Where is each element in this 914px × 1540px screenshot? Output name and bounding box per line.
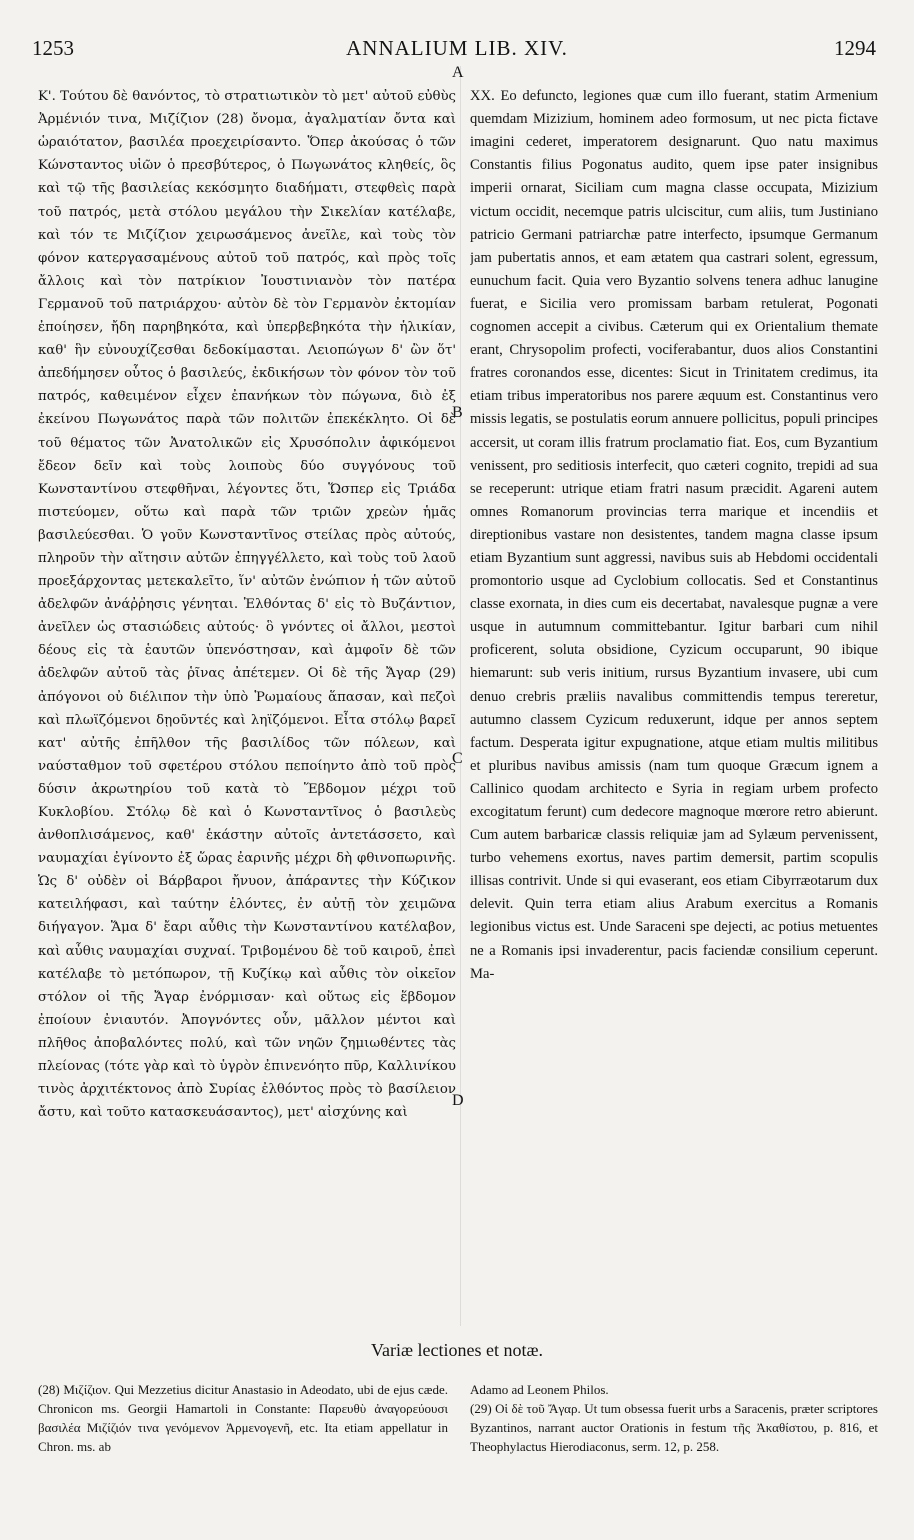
page-number-right: 1294 [834,36,876,60]
note-left: (28) Μιζίζιον. Qui Mezzetius dicitur Anastasio in Adeodato, ubi de ejus cæde. Chronicon ms. Georgii Hamartoli in Constante: Παρευθὺ ἀναγορεύουσι βασιλέα Μιζίζιόν τινα γενόμενον Ἀρμενογενῆ, etc. Ita etiam appellatur in Chron. ms. ab [38,1382,448,1454]
greek-column [38,62,456,1317]
margin-letter-c: C [452,750,463,767]
margin-letter-a: A [452,64,464,81]
margin-letter-d: D [452,1092,464,1109]
notes-heading: Variæ lectiones et notæ. [371,1340,543,1360]
margin-letter-b: B [452,404,463,421]
running-title: ANNALIUM LIB. XIV. [346,36,568,60]
note-right: Adamo ad Leonem Philos. (29) Οἱ δὲ τοῦ Ἄγαρ. Ut tum obsessa fuerit urbs a Saracenis, præter scriptores Byzantinos, narrant auctor Orationis in festum τῆς Ἀκαθίστου, p. 816, et Theophylactus Hierodiaconus, serm. 12, p. 258. [470,1382,878,1454]
greek-text: Κ'. Τούτου δὲ θανόντος, τὸ στρατιωτικὸν τὸ μετ' αὐτοῦ εὐθὺς Ἀρμένιόν τινα, Μιζίζιον (28) ὄνομα, ἀγαλματίαν ὄντα καὶ ὡραιότατον, βασιλέα προεχειρίσαντο. Ὅπερ ἀκούσας ὁ τῶν Κώνσταντος υἱῶν ὁ πρεσβύτερος, ὁ Πωγωνάτος κληθείς, ὃς καὶ τῷ τῆς βασιλείας κεκόσμητο διαδήματι, στεφθεὶς παρὰ τοῦ πατρός, μετὰ στόλου μεγάλου τὴν Σικελίαν κατέλαβε, καὶ τόν τε Μιζίζιον χειρωσάμενος ἀνεῖλε, καὶ τοὺς τὸν φόνον κατεργασαμένους αὐτοῦ τοῦ πατρός, καὶ πρὸς τοῖς ἄλλοις καὶ τὸν πατρίκιον Ἰουστινιανὸν τὸν πατέρα Γερμανοῦ τοῦ πατριάρχου· αὐτὸν δὲ τὸν Γερμανὸν ἐκτομίαν ἐποίησεν, ἤδη παρηβηκότα, καὶ ὑπερβεβηκότα τὴν ἡλικίαν, καθ' ἣν εὐνουχίζεσθαι δεδοκίμασται. Λειοπώγων δ' ὢν ὅτ' ἀπεδήμησεν οὗτος ὁ βασιλεύς, ἐκδικήσων τὸν φόνον τὸν τοῦ πατρός, καθειμένον εἶχεν ἐπανήκων τὸν πώγωνα, διὸ ἐξ ἐκείνου Πωγωνάτος παρὰ τῶν πολιτῶν ἐπεκέκλητο. Οἱ δὲ τοῦ θέματος τῶν Ἀνατολικῶν εἰς Χρυσόπολιν ἀφικόμενοι ἔδεον δεῖν καὶ τοὺς λοιποὺς δύο συγγόνους τοῦ Κωνσταντίνου στεφθῆναι, λέγοντες ὅτι, Ὥσπερ εἰς Τριάδα πιστεύομεν, οὕτω καὶ παρὰ τῶν τριῶν χρεὼν ἡμᾶς βασιλεύεσθαι. Ὁ γοῦν Κωνσταντῖνος στείλας πρὸς αὐτούς, πληροῦν τὴν αἴτησιν αὐτῶν ἐπηγγέλλετο, καὶ τοὺς τοῦ λαοῦ προεξάρχοντας μετεκαλεῖτο, ἵν' αὐτῶν ἐνώπιον ἡ τῶν αὐτοῦ ἀδελφῶν ἀνάῤῥησις γένηται. Ἐλθόντας δ' εἰς τὸ Βυζάντιον, ἀνεῖλεν ὡς στασιώδεις αὐτούς· ὃ γνόντες οἱ ἄλλοι, μεστοὶ δέους εἰς τὰ ἑαυτῶν ὑπενόστησαν, καὶ ἀμφοῖν δὲ τῶν ἀδελφῶν αὐτοῦ τὰς ῥῖνας ἀπέτεμεν. Οἱ δὲ τῆς Ἄγαρ (29) ἀπόγονοι οὐ διέλιπον τὴν ὑπὸ Ῥωμαίους ἅπασαν, καὶ πεζοὶ καὶ πλωϊζόμενοι δῃοῦντές καὶ ληϊζόμενοι. Εἶτα στόλῳ βαρεῖ κατ' αὐτῆς ἐπῆλθον τῆς βασιλίδος τῶν πόλεων, καὶ ναύσταθμον τοῦ σφετέρου στόλου πεποίηντο ἀπὸ τοῦ πρὸς δύσιν ἀκρωτηρίου τοῦ κατὰ τὸ Ἕβδομον μέχρι τοῦ Κυκλοβίου. Στόλῳ δὲ καὶ ὁ Κωνσταντῖνος ὁ βασιλεὺς ἀνθοπλισάμενος, καθ' ἑκάστην αὐτοῖς ἀντετάσσετο, καὶ ναυμαχίαι ἐγίνοντο ἐξ ὥρας ἐαρινῆς μέχρι δὴ φθινοπωρινῆς. Ὡς δ' οὐδὲν οἱ Βάρβαροι ἤνυον, ἀπάραντες τὴν Κύζικον κατειλήφασι, καὶ ταύτην ἑλόντες, ἐν αὐτῇ τὸν χειμῶνα διήγαγον. Ἅμα δ' ἔαρι αὖθις τὴν Κωνσταντίνου κατέλαβον, καὶ αὖθις ναυμαχίαι συχναί. Τριβομένου δὲ τοῦ καιροῦ, ἐπεὶ κατέλαβε τὸ μετόπωρον, τῇ Κυζίκῳ καὶ αὖθις τὸν οἰκεῖον στόλον οἱ τῆς Ἄγαρ ἐνόρμισαν· καὶ οὕτως εἰς ἕβδομον ἐποίουν ἐνιαυτόν. Ἀπογνόντες οὖν, μᾶλλον μέντοι καὶ πλῆθος ἀποβαλόντες πολύ, καὶ τῶν νηῶν ζημιωθέντες τὰς πλείονας (τότε γὰρ καὶ τὸ ὑγρὸν ἐπινενόητο πῦρ, Καλλινίκου τινὸς ἀρχιτέκτονος ἀπὸ Συρίας ἐλθόντος πρὸς τὸ βασίλειον ἄστυ, καὶ τοῦτο κατασκευάσαντος), μετ' αἰσχύνης καὶ [38,89,456,1121]
latin-text: XX. Eo defuncto, legiones quæ cum illo fuerant, statim Armenium quemdam Mizizium, hominem adeo formosum, ut nec picta fictave imagini cederet, imperatorem designarunt. Quo natu maximus Constantis filius Pogonatus audito, quem ipse pater insignibus imperii ornarat, Siciliam cum magna classe occupata, Mizizium victum occidit, necemque patris ulciscitur, cum aliis, tum Justiniano patricio Germani patriarchæ patre interfecto, ipsumque Germanum jam pubertatis annos, et eam ætatem qua castrari solent, egressum, eunuchum facit. Quia vero Byzantio solvens tenera adhuc lanugine fuerat, e Sicilia vero promissam barbam retulerat, Pogonati cognomen accepit a civibus. Cæterum qui ex Orientalium themate erant, Chrysopolim profecti, vociferabantur, duos alios Constantini fratres coronandos esse, dicentes: Sicut in Trinitatem credimus, ita etiam tribus imperatoribus nos parere æquum est. Constantinus vero missis legatis, se postulatis eorum annuere pollicitus, populi principes accersit, ut coram illis fratrum proclamatio fiat. Eos, cum Byzantium venissent, pro seditiosis interfecit, quo cæteri cognito, trepidi ad sua se receperunt: utrique etiam fratri nasum præcidit. Agareni autem omnes Romanorum provincias terra marique et incendiis et direptionibus vastare non desistentes, tandem magna classe ipsum etiam Byzantium sunt aggressi, navibus suis ab Hebdomi occidentali promontorio usque ad Cyclobium collocatis. Sed et Constantinus classe exornata, in dies cum eis decertabat, navalesque pugnæ a vere usque in autumnum committebantur. Igitur barbari cum nihil proficerent, soluta obsidione, Cyzicum occuparunt, 90 ibique hiemarunt: sub veris initium, rursus Byzantium invasere, ubi cum denuo crebris præliis navalibus committendis tempus tereretur, autumno classem Cyzicum reduxerunt, idque per annos septem factum. Desperata igitur expugnatione, atque etiam multis militibus et pluribus navibus amissis (nam tum quoque Græcum ignem a Callinico quodam architecto e Syria in regiam urbem profecto excogitatum ferunt) cum dedecore magnoque mœrore retro abierunt. Cum autem barbaricæ classis reliquiæ jam ad Sylæum pervenissent, turbo vehemens exortus, naves partim demersit, partim scopulis illisas contrivit. Unde si qui evaserant, eos etiam Cibyrræotarum dux delevit. Quin terra etiam alius Arabum exercitus a Romanis legionibus victus est. Unde Saraceni spe dejecti, ac potius metuentes ne a Romanis ipsi invaderentur, pacis faciendæ consilium ceperunt. Ma- [470,88,878,982]
running-header [0,36,914,60]
column-divider [460,66,461,1326]
page-number-left: 1253 [32,36,74,60]
latin-column [470,62,878,1317]
